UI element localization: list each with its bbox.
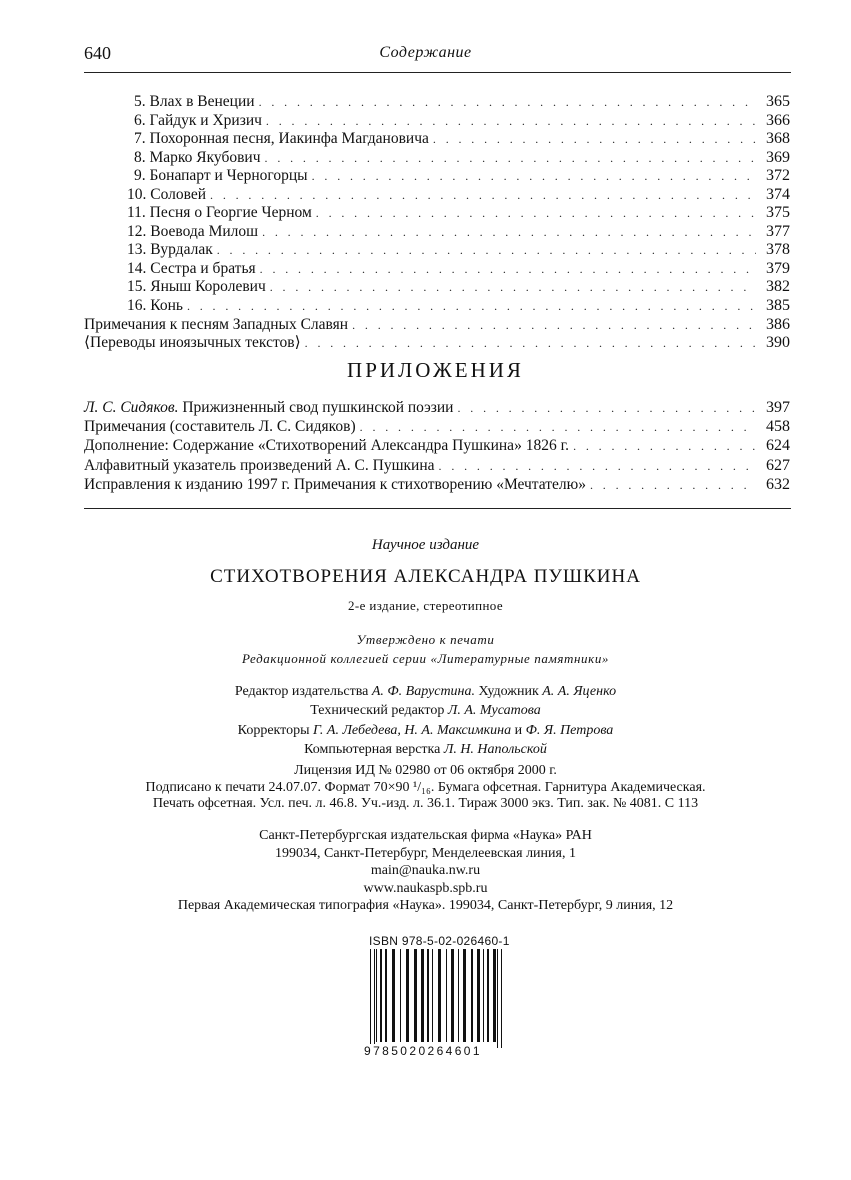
dot-leader: [573, 437, 756, 456]
imprint-genre: Научное издание: [371, 537, 480, 553]
staff-line: [0, 740, 851, 759]
imprint-approval: [0, 630, 851, 668]
barcode-bar: [438, 949, 441, 1042]
barcode-bar: [378, 949, 379, 1042]
license-line: Лицензия ИД № 02980 от 06 октября 2000 г.: [294, 763, 557, 778]
toc-entry-author: Л. С. Сидяков.: [84, 399, 179, 416]
imprint-edition: 2-е издание, стереотипное: [347, 598, 504, 613]
printer-line: Первая Академическая типография «Наука». 199034, Санкт-Петербург, 9 линия, 12: [177, 898, 674, 913]
toc-entry-page: 386: [766, 315, 790, 333]
toc-entry-title: Алфавитный указатель произведений А. С. Пушкина: [84, 456, 435, 474]
barcode-bar: [392, 949, 395, 1042]
toc-entry-page: 378: [766, 241, 790, 259]
barcode-bar: [410, 949, 413, 1042]
toc-entry-page: 372: [766, 167, 790, 185]
toc-entry-title: 5. Влах в Венеции: [134, 93, 255, 110]
staff-label: Компьютерная верстка: [304, 741, 444, 757]
barcode-bar: [460, 949, 462, 1042]
toc-entry-title: 8. Марко Якубович: [134, 148, 261, 166]
barcode-bar: [474, 949, 476, 1042]
staff-line: [0, 701, 851, 720]
barcode-bar: [446, 949, 447, 1042]
staff-name: А. А. Яценко: [542, 684, 617, 699]
barcode-bar: [414, 949, 417, 1042]
barcode-bar: [425, 949, 426, 1042]
staff-line: [0, 682, 851, 701]
barcode-bar: [418, 949, 420, 1042]
toc-entry-title: ⟨Переводы иноязычных текстов⟩: [84, 334, 301, 352]
barcode-bar: [383, 949, 384, 1042]
toc-entry-title: Дополнение: Содержание «Стихотворений Александра Пушкина» 1826 г.: [84, 437, 570, 455]
license-line: Печать офсетная. Усл. печ. л. 46.8. Уч.-изд. л. 36.1. Тираж 3000 экз. Тип. зак. № 4081. С 113: [152, 796, 699, 811]
toc-entry: [84, 417, 790, 436]
barcode-bar: [434, 949, 437, 1042]
barcode-bar: [427, 949, 429, 1042]
toc-entry: [84, 149, 790, 168]
toc-entry: [84, 204, 790, 223]
dot-leader: [439, 457, 756, 476]
toc-entry-page: 369: [766, 148, 790, 166]
toc-entry: [84, 112, 790, 131]
toc-entry-page: 368: [766, 130, 790, 148]
staff-name: Ф. Я. Петрова: [525, 722, 614, 738]
dot-leader: [265, 149, 756, 168]
dot-leader: [260, 260, 756, 279]
dot-leader: [457, 399, 756, 418]
imprint-license: [0, 763, 851, 813]
dot-leader: [360, 418, 756, 437]
toc-main-list: [84, 93, 790, 353]
toc-entry-title: 10. Соловей: [127, 185, 207, 203]
toc-entry-title: Исправления к изданию 1997 г. Примечания к стихотворению «Мечтателю»: [84, 475, 586, 493]
approval-line: Утверждено к печати: [356, 632, 495, 647]
barcode-bar: [430, 949, 431, 1042]
barcode-bar: [432, 949, 433, 1042]
dot-leader: [316, 204, 756, 223]
staff-label: Редактор издательства: [234, 684, 372, 699]
barcode-bar: [376, 949, 377, 1042]
toc-entry: [84, 241, 790, 260]
section-rule: [84, 508, 791, 509]
dot-leader: [262, 223, 756, 242]
toc-entry: [84, 223, 790, 242]
staff-label: Художник: [475, 684, 543, 699]
toc-entry: [84, 93, 790, 112]
toc-entry-title: 9. Бонапарт и Черногорцы: [134, 167, 308, 185]
barcode-bar: [499, 949, 500, 1048]
isbn-label: ISBN 978-5-02-026460-1: [369, 934, 510, 948]
staff-label: Технический редактор: [310, 703, 448, 719]
toc-entry-page: 390: [766, 334, 790, 352]
barcode-bar: [481, 949, 482, 1042]
approval-line: Редакционной коллегией серии «Литературные памятники»: [241, 651, 610, 666]
barcode-bar: [463, 949, 466, 1042]
toc-entry-page: 365: [766, 93, 790, 110]
license-line: Подписано к печати 24.07.07. Формат 70×90 ¹/₁₆. Бумага офсетная. Гарнитура Академическая.: [145, 779, 706, 795]
toc-entry-title: 16. Конь: [127, 297, 183, 315]
dot-leader: [259, 93, 756, 112]
toc-entry-page: 385: [766, 297, 790, 315]
toc-entry-title: 12. Воевода Милош: [127, 222, 259, 240]
barcode-bar: [402, 949, 405, 1042]
staff-name: Л. А. Мусатова: [447, 703, 541, 719]
toc-entry-page: 458: [766, 418, 790, 436]
staff-name: Г. А. Лебедева, Н. А. Максимкина: [312, 722, 512, 738]
toc-entry-page: 624: [766, 437, 790, 455]
publisher-line: Санкт-Петербургская издательская фирма «Наука» РАН: [259, 828, 592, 843]
toc-entry-page: 366: [766, 111, 790, 129]
toc-entry: [84, 398, 790, 417]
barcode-bar: [490, 949, 492, 1042]
dot-leader: [270, 278, 756, 297]
imprint-staff: [0, 682, 851, 759]
barcode-bar: [477, 949, 480, 1042]
barcode-bar: [471, 949, 473, 1042]
publisher-website: www.naukaspb.spb.ru: [363, 880, 488, 896]
toc-entry: [84, 130, 790, 149]
imprint-book-title: СТИХОТВОРЕНИЯ АЛЕКСАНДРА ПУШКИНА: [210, 566, 641, 587]
toc-entry-page: 374: [766, 185, 790, 203]
staff-line: [0, 721, 851, 740]
toc-entry-title-text: Прижизненный свод пушкинской поэзии: [178, 399, 454, 416]
barcode-bar: [396, 949, 399, 1042]
toc-entry-title: 14. Сестра и братья: [127, 259, 256, 277]
barcode-bar: [406, 949, 409, 1042]
toc-entry-title: 11. Песня о Георгие Черном: [127, 204, 312, 222]
barcode-bar: [442, 949, 445, 1042]
toc-entry-title: [84, 398, 453, 417]
toc-entry: [84, 316, 790, 335]
toc-entry-title: 6. Гайдук и Хризич: [134, 111, 262, 129]
barcode-bar: [374, 949, 375, 1048]
barcode-bar: [458, 949, 459, 1042]
barcode-bar: [388, 949, 391, 1042]
barcode-bar: [448, 949, 450, 1042]
barcode-bar: [451, 949, 454, 1042]
toc-entry: [84, 436, 790, 455]
toc-entry-title: 13. Вурдалак: [127, 241, 213, 259]
toc-entry-page: 379: [766, 259, 790, 277]
dot-leader: [352, 316, 756, 335]
barcode-bar: [385, 949, 387, 1042]
publisher-email: main@nauka.nw.ru: [370, 863, 481, 878]
staff-label: Корректоры: [237, 722, 313, 738]
barcode: [370, 949, 506, 1048]
toc-entry-page: 375: [766, 204, 790, 222]
toc-entry: [84, 278, 790, 297]
dot-leader: [305, 334, 756, 353]
barcode-bar: [372, 949, 373, 1048]
toc-entry-title: 15. Яныш Королевич: [127, 278, 266, 296]
toc-entry-page: 382: [766, 278, 790, 296]
barcode-bar: [421, 949, 424, 1042]
barcode-bar: [467, 949, 470, 1042]
toc-entry-page: 377: [766, 222, 790, 240]
staff-label: и: [511, 722, 526, 738]
dot-leader: [210, 186, 756, 205]
barcode-bar: [483, 949, 484, 1042]
running-head: Содержание: [379, 44, 472, 61]
toc-entry-title: Примечания к песням Западных Славян: [84, 315, 349, 333]
publisher-line: 199034, Санкт-Петербург, Менделеевская линия, 1: [275, 845, 576, 861]
barcode-digits: 9785020264601: [364, 1044, 482, 1058]
toc-entry-page: 397: [766, 399, 790, 416]
toc-entry: [84, 167, 790, 186]
barcode-bar: [501, 949, 502, 1048]
barcode-bar: [370, 949, 371, 1048]
barcode-bar: [400, 949, 401, 1042]
barcode-bar: [380, 949, 382, 1042]
appendix-heading: ПРИЛОЖЕНИЯ: [347, 358, 524, 382]
dot-leader: [590, 476, 756, 495]
toc-entry-page: 627: [766, 456, 790, 474]
dot-leader: [217, 241, 756, 260]
barcode-bar: [487, 949, 489, 1042]
toc-entry: [84, 334, 790, 353]
toc-entry: [84, 475, 790, 494]
toc-entry: [84, 186, 790, 205]
dot-leader: [187, 297, 756, 316]
imprint-publisher: [0, 827, 851, 915]
toc-entry: [84, 456, 790, 475]
toc-entry-page: 632: [766, 475, 790, 493]
barcode-bar: [493, 949, 496, 1042]
barcode-bar: [497, 949, 498, 1048]
toc-entry-title: 7. Похоронная песня, Иакинфа Магдановича: [134, 130, 429, 148]
top-rule: [84, 72, 791, 73]
toc-entry: [84, 260, 790, 279]
toc-appendix-list: [84, 398, 790, 494]
staff-name: Л. Н. Напольской: [443, 741, 547, 757]
toc-entry: [84, 297, 790, 316]
barcode-bar: [485, 949, 486, 1042]
dot-leader: [433, 130, 756, 149]
dot-leader: [312, 167, 756, 186]
toc-entry-title: Примечания (составитель Л. С. Сидяков): [84, 418, 356, 436]
staff-name: А. Ф. Варустина.: [371, 684, 476, 699]
page-number: 640: [84, 43, 111, 63]
barcode-bar: [455, 949, 457, 1042]
dot-leader: [266, 112, 756, 131]
